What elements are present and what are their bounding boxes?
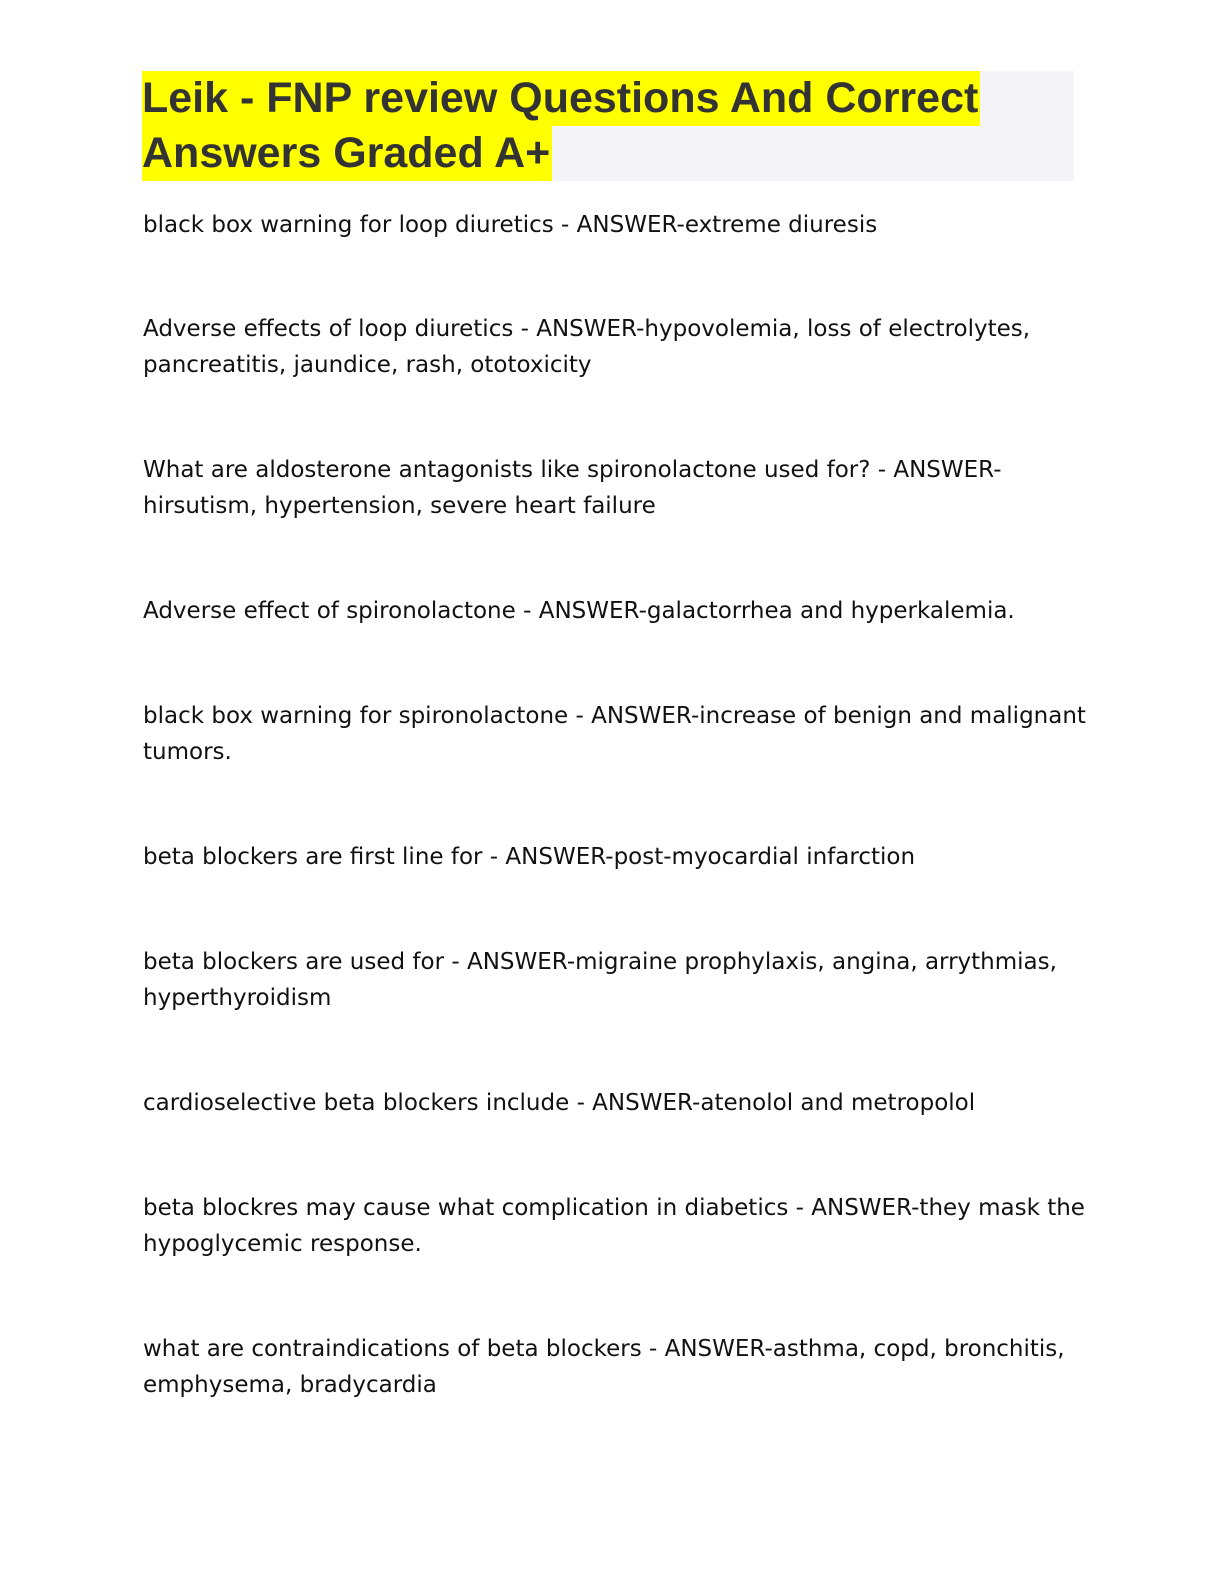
qa-entry-5-line-2: tumors.	[143, 739, 232, 765]
qa-entry-2	[143, 311, 1078, 383]
qa-entry-9-line-2: hypoglycemic response.	[143, 1231, 422, 1257]
qa-entry-3	[143, 452, 1078, 524]
document-title	[142, 71, 1074, 181]
qa-entry-4-line-1: Adverse effect of spironolactone - ANSWER-galactorrhea and hyperkalemia.	[143, 598, 1015, 624]
qa-entry-5-line-1: black box warning for spironolactone - ANSWER-increase of benign and malignant	[143, 703, 1086, 729]
qa-entry-4	[143, 593, 1078, 629]
qa-entry-3-line-1: What are aldosterone antagonists like spironolactone used for? - ANSWER-	[143, 457, 1002, 483]
qa-entry-7	[143, 944, 1078, 1016]
qa-entry-8	[143, 1085, 1078, 1121]
qa-entry-6-line-1: beta blockers are first line for - ANSWER-post-myocardial infarction	[143, 844, 916, 870]
qa-entry-1-line-1: black box warning for loop diuretics - ANSWER-extreme diuresis	[143, 212, 878, 238]
qa-entry-10	[143, 1331, 1078, 1403]
qa-entry-3-line-2: hirsutism, hypertension, severe heart failure	[143, 493, 656, 519]
qa-entry-5	[143, 698, 1086, 770]
qa-entry-9	[143, 1190, 1085, 1262]
qa-entry-7-line-1: beta blockers are used for - ANSWER-migraine prophylaxis, angina, arrythmias,	[143, 949, 1057, 975]
qa-entry-7-line-2: hyperthyroidism	[143, 985, 332, 1011]
qa-entry-8-line-1: cardioselective beta blockers include - ANSWER-atenolol and metropolol	[143, 1090, 976, 1116]
qa-entry-9-line-1: beta blockres may cause what complication in diabetics - ANSWER-they mask the	[143, 1195, 1085, 1221]
title-line-2: Answers Graded A+	[142, 126, 552, 181]
qa-entry-2-line-2: pancreatitis, jaundice, rash, ototoxicity	[143, 352, 592, 378]
qa-entry-1	[143, 207, 1078, 243]
qa-entry-10-line-2: emphysema, bradycardia	[143, 1372, 437, 1398]
title-line-1: Leik - FNP review Questions And Correct	[142, 71, 980, 126]
qa-entry-2-line-1: Adverse effects of loop diuretics - ANSWER-hypovolemia, loss of electrolytes,	[143, 316, 1031, 342]
qa-entry-6	[143, 839, 1078, 875]
qa-entry-10-line-1: what are contraindications of beta blockers - ANSWER-asthma, copd, bronchitis,	[143, 1336, 1065, 1362]
